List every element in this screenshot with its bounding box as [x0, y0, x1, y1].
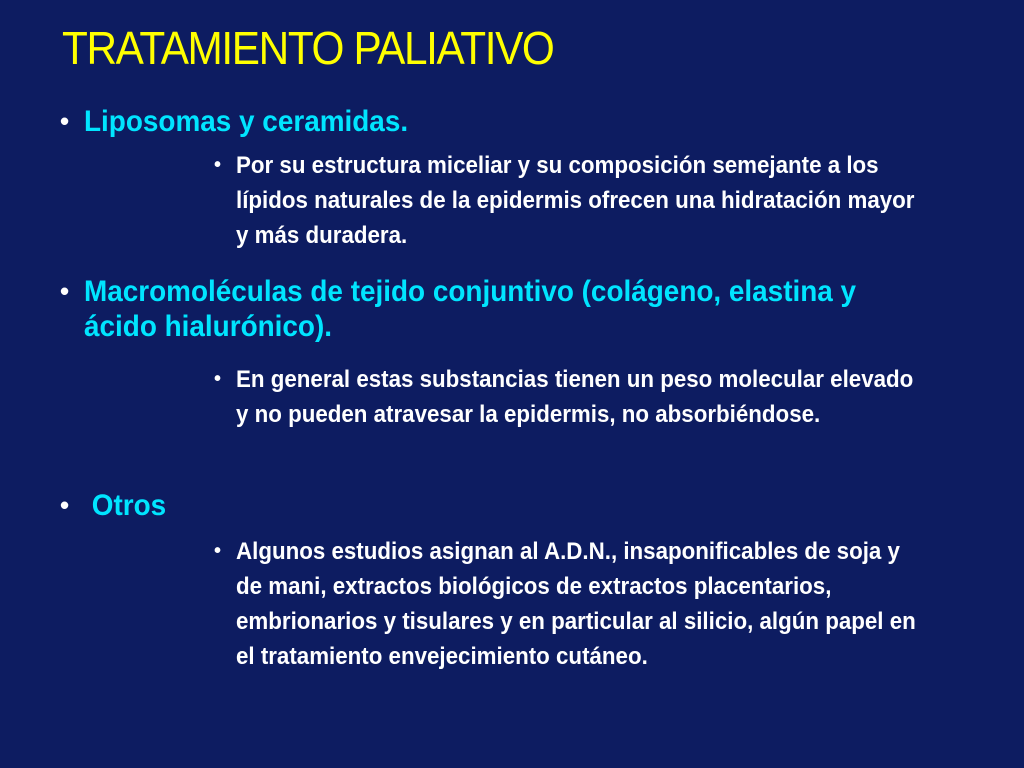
- bullet-heading: Macromoléculas de tejido conjuntivo (colágeno, elastina y ácido hialurónico).: [84, 275, 857, 343]
- bullet-detail: Por su estructura miceliar y su composición semejante a los lípidos naturales de la epidermis ofrecen una hidratación mayor y más duradera.: [236, 152, 915, 249]
- slide-title: TRATAMIENTO PALIATIVO: [62, 22, 554, 74]
- bullet-item-3: [60, 488, 984, 523]
- bullet-marker: •: [214, 540, 222, 562]
- sub-bullet-item-3: [214, 534, 976, 674]
- bullet-marker: •: [60, 490, 70, 520]
- bullet-item-2: [60, 274, 984, 344]
- bullet-item-1: [60, 104, 984, 139]
- sub-bullet-item-2: [214, 362, 976, 432]
- bullet-heading: Otros: [84, 489, 167, 522]
- bullet-marker: •: [214, 368, 222, 390]
- bullet-marker: •: [60, 106, 70, 136]
- bullet-marker: •: [214, 154, 222, 176]
- bullet-detail: En general estas substancias tienen un peso molecular elevado y no pueden atravesar la epidermis, no absorbiéndose.: [236, 366, 914, 428]
- bullet-heading: Liposomas y ceramidas.: [84, 105, 409, 138]
- bullet-detail: Algunos estudios asignan al A.D.N., insaponificables de soja y de mani, extractos biológicos de extractos placentarios, embrionarios y tisulares y en particular al silicio, algún papel en el tratamiento envejecimiento cutáneo.: [236, 538, 916, 670]
- sub-bullet-item-1: [214, 148, 976, 253]
- bullet-marker: •: [60, 276, 70, 306]
